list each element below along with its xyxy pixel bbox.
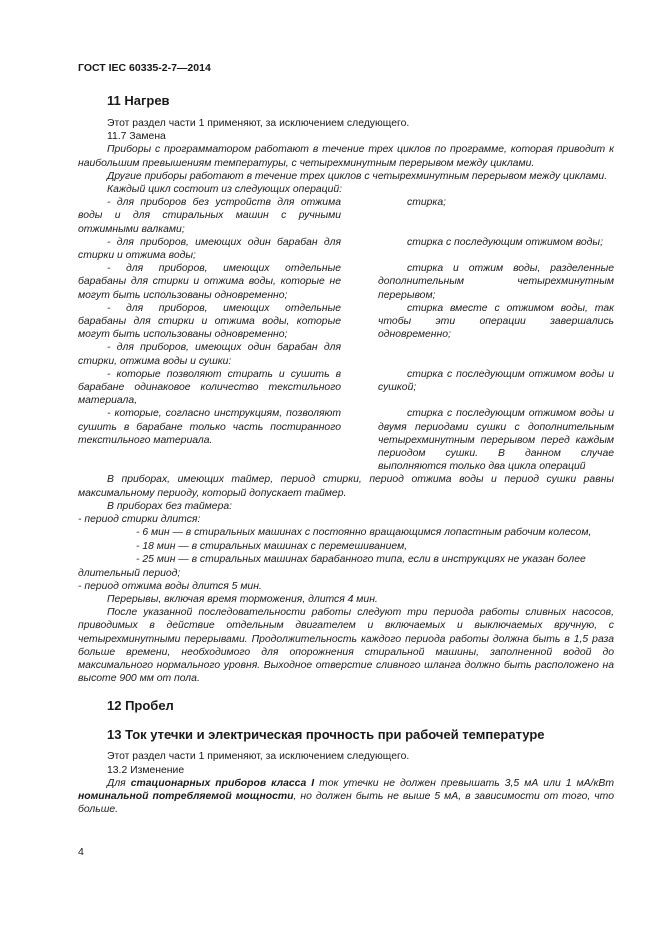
text-run: , но должен быть не выше 5 мА, в зависимости от того, что больше. (78, 790, 614, 816)
wash-duration-item: - 25 мин — в стиральных машинах барабанного типа, если в инструкциях не указан более (136, 554, 586, 566)
defined-term: номинальной потребляемой мощности (78, 790, 294, 802)
operation-row (78, 196, 614, 236)
paragraph: - период отжима воды длится 5 мин. (78, 580, 262, 592)
operation-row (78, 262, 614, 302)
subsection-13-2: 13.2 Изменение (107, 764, 185, 776)
operation-row (78, 407, 614, 473)
operation-condition: - для приборов без устройств для отжима воды и для стиральных машин с ручными отжимными валками; (78, 197, 341, 235)
paragraph: Другие приборы работают в течение трех циклов с четырехминутным перерывом между циклами. (107, 170, 608, 182)
paragraph: В приборах без таймера: (107, 500, 233, 512)
operation-row (78, 302, 614, 342)
operation-condition: - которые позволяют стирать и сушить в барабане одинаковое количество текстильного материала, (78, 368, 341, 407)
text-run: ток утечки не должен превышать 3,5 мА или 1 мА/кВт (314, 777, 614, 789)
paragraph: После указанной последовательности работы следуют три периода работы сливных насосов, приводимых в действие отдельным двигателем и включаемых и выключаемых вручную, с четырехминутными перерывами. Продолжительность каждого периода работы должна быть в 1,5 раза больше времени, необходимого для опорожнения стиральной машины, заполненной водой до максимального нормального уровня. Выходное отверстие сливного шланга должно быть расположено на высоте 900 мм от пола. (78, 607, 614, 685)
operation-action: стирка вместе с отжимом воды, так чтобы эти операции завершались одновременно; (378, 302, 614, 341)
leakage-current-paragraph (78, 777, 614, 817)
operation-row (78, 368, 614, 408)
operation-action: стирка; (407, 197, 446, 209)
section-13-heading: 13 Ток утечки и электрическая прочность при рабочей температуре (107, 727, 545, 743)
standard-header: ГОСТ IEC 60335-2-7—2014 (78, 62, 211, 74)
section-11-heading: 11 Нагрев (107, 93, 170, 108)
paragraph: длительный период; (78, 567, 181, 579)
operation-action: стирка с последующим отжимом воды; (407, 236, 603, 248)
content (78, 91, 614, 816)
subsection-11-7: 11.7 Замена (107, 131, 166, 143)
section-12-heading: 12 Пробел (107, 698, 174, 714)
operation-condition: - для приборов, имеющих отдельные барабаны для стирки и отжима воды, которые могут быть использованы одновременно; (78, 302, 341, 341)
paragraph: - период стирки длится: (78, 514, 201, 526)
operation-row (78, 236, 614, 262)
operation-condition: - для приборов, имеющих отдельные барабаны для стирки и отжима воды, которые не могут быть использованы одновременно; (78, 263, 341, 301)
operation-condition: - для приборов, имеющих один барабан для стирки и отжима воды; (78, 236, 341, 262)
defined-term: стационарных приборов класса I (130, 777, 315, 789)
operation-action: стирка с последующим отжимом воды и двумя периодами сушки с дополнительным четырехминутным перерывом перед каждым периодом сушки. В данном случае выполняются только два цикла операций (378, 408, 614, 473)
paragraph: В приборах, имеющих таймер, период стирки, период отжима воды и период сушки равны максимальному периоду, который допускает таймер. (78, 474, 614, 499)
page-number: 4 (78, 846, 84, 858)
section-11-intro: Этот раздел части 1 применяют, за исключением следующего. (107, 118, 410, 129)
wash-duration-item: - 18 мин — в стиральных машинах с перемешиванием, (136, 540, 408, 552)
text-run: Для (107, 777, 131, 789)
paragraph: Каждый цикл состоит из следующих операций: (107, 184, 343, 196)
section-13-intro: Этот раздел части 1 применяют, за исключением следующего. (107, 751, 410, 763)
wash-duration-item: - 6 мин — в стиральных машинах с постоянно вращающимся лопастным рабочим колесом, (136, 527, 592, 539)
operation-action: стирка с последующим отжимом воды и сушкой; (378, 368, 614, 394)
operations-table (78, 196, 614, 473)
paragraph: Приборы с программатором работают в течение трех циклов по программе, которая приводит к наибольшим превышениям температуры, с четырехминутным перерывом между циклами. (78, 144, 614, 169)
operation-action: стирка и отжим воды, разделенные дополнительным четырехминутным перерывом; (378, 263, 614, 301)
operation-condition: - которые, согласно инструкциям, позволяют сушить в барабане только часть постирaнного текстильного материала. (78, 408, 341, 446)
paragraph: Перерывы, включая время торможения, длится 4 мин. (107, 593, 378, 605)
operation-condition: - для приборов, имеющих один барабан для стирки, отжима воды и сушки: (78, 342, 341, 367)
operation-row (78, 341, 614, 367)
